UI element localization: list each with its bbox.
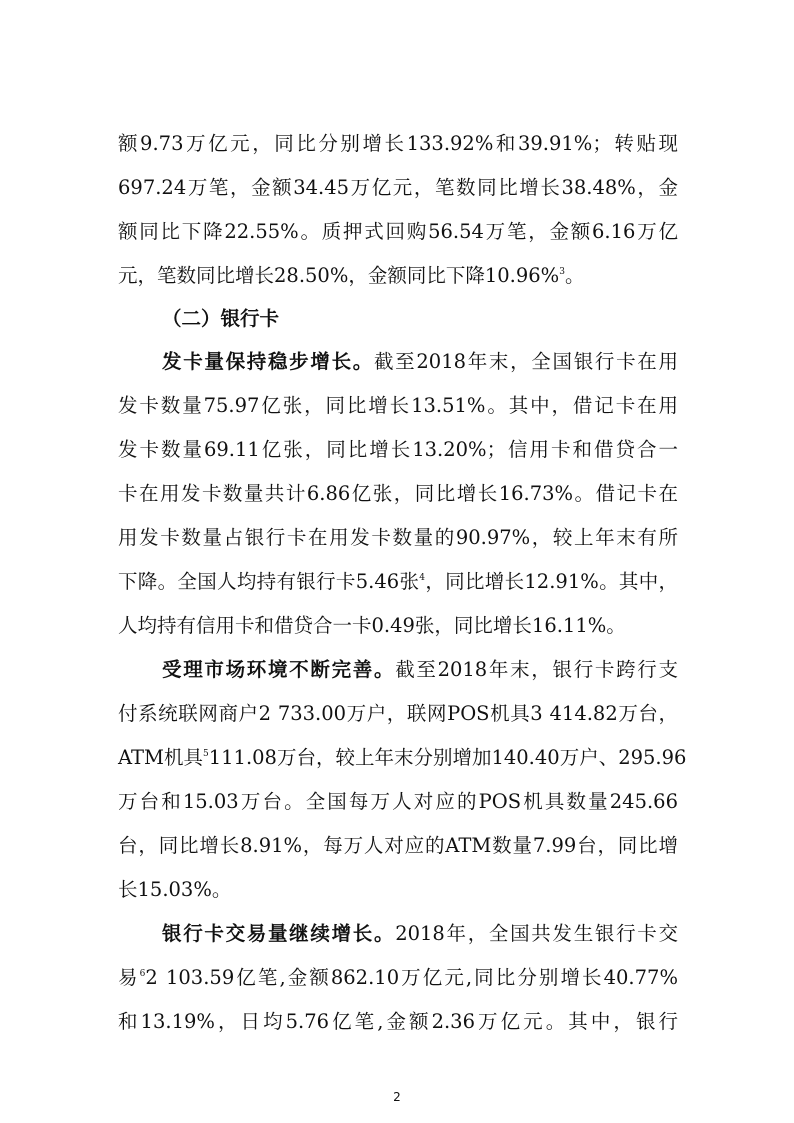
para3-line3 xyxy=(118,742,687,774)
para3-line1-text: 截至2018年末，银行卡跨行支 xyxy=(395,658,678,681)
page-number: 2 xyxy=(393,1090,401,1104)
para3-line5: 台，同比增长8.91%，每万人对应的ATM数量7.99台，同比增 xyxy=(118,834,678,857)
para1-line4-text: 元，笔数同比增长28.50%，金额同比下降10.96% xyxy=(118,264,560,287)
para4-line2 xyxy=(118,962,678,994)
para2-line1 xyxy=(162,346,678,378)
para3-line3-a: ATM机具 xyxy=(118,746,203,769)
para4-lead: 银行卡交易量继续增长。 xyxy=(162,922,396,945)
para4-line3: 和13.19%，日均5.76亿笔,金额2.36万亿元。其中，银行 xyxy=(118,1010,678,1033)
para2-lead: 发卡量保持稳步增长。 xyxy=(162,350,374,373)
para2-line2: 发卡数量75.97亿张，同比增长13.51%。其中，借记卡在用 xyxy=(118,394,678,417)
para2-line7: 人均持有信用卡和借贷合一卡0.49张，同比增长16.11%。 xyxy=(118,614,626,637)
para3-line1 xyxy=(162,654,678,686)
footnote-ref-4[interactable]: 4 xyxy=(419,573,426,583)
para1-line1: 额9.73万亿元，同比分别增长133.92%和39.91%；转贴现 xyxy=(118,132,678,155)
section-heading: （二）银行卡 xyxy=(162,307,280,330)
para2-line4: 卡在用发卡数量共计6.86亿张，同比增长16.73%。借记卡在 xyxy=(118,482,678,505)
para4-line2-a: 易 xyxy=(118,966,140,989)
para3-line2: 付系统联网商户2 733.00万户，联网POS机具3 414.82万台， xyxy=(118,702,678,725)
para2-line1-text: 截至2018年末，全国银行卡在用 xyxy=(373,350,678,373)
para3-lead: 受理市场环境不断完善。 xyxy=(162,658,396,681)
para1-line3: 额同比下降22.55%。质押式回购56.54万笔，金额6.16万亿 xyxy=(118,220,678,243)
footnote-ref-5[interactable]: 5 xyxy=(203,749,209,759)
para1-line2: 697.24万笔，金额34.45万亿元，笔数同比增长38.48%，金 xyxy=(118,176,678,199)
para4-line1 xyxy=(162,918,678,950)
para4-line1-text: 2018年，全国共发生银行卡交 xyxy=(395,922,678,945)
para2-line5: 用发卡数量占银行卡在用发卡数量的90.97%，较上年末有所 xyxy=(118,526,678,549)
para2-line6-b: ，同比增长12.91%。其中， xyxy=(425,570,679,593)
para2-line6 xyxy=(118,566,678,598)
para1-line4 xyxy=(118,260,678,292)
para3-line4: 万台和15.03万台。全国每万人对应的POS机具数量245.66 xyxy=(118,790,678,813)
para1-line4-end: 。 xyxy=(564,264,585,287)
para2-line3: 发卡数量69.11亿张，同比增长13.20%；信用卡和借贷合一 xyxy=(118,438,678,461)
para3-line3-b: 111.08万台，较上年末分别增加140.40万户、295.96 xyxy=(208,746,687,769)
para2-line6-a: 下降。全国人均持有银行卡5.46张 xyxy=(118,570,420,593)
footnote-ref-6[interactable]: 6 xyxy=(139,969,146,979)
footnote-ref-3[interactable]: 3 xyxy=(559,267,565,277)
para3-line6: 长15.03%。 xyxy=(118,878,232,901)
para4-line2-b: 2 103.59亿笔,金额862.10万亿元,同比分别增长40.77% xyxy=(145,966,678,989)
